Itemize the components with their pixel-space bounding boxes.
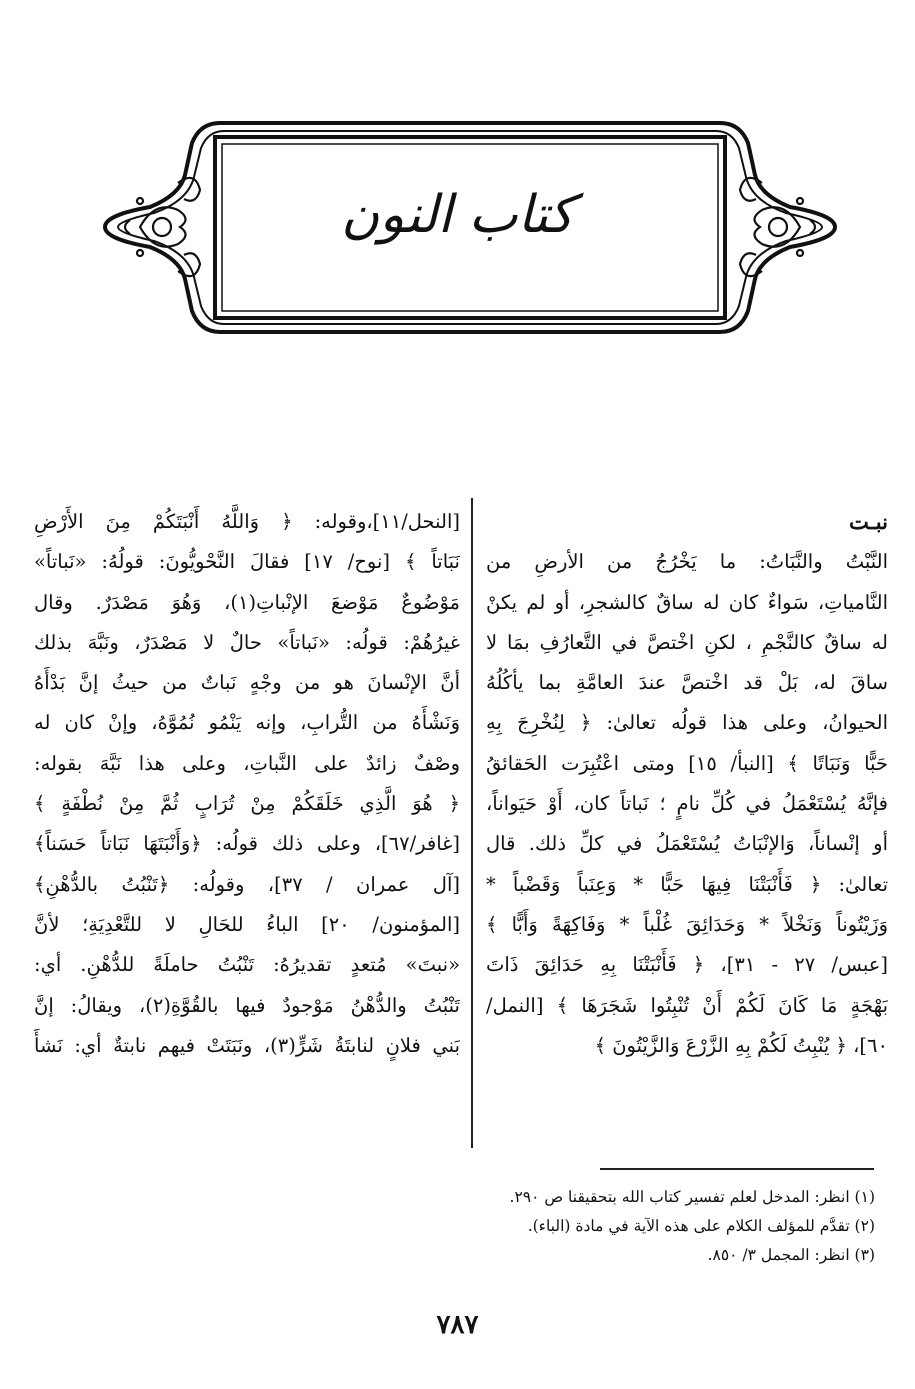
text-line: مَوْضُوعٌ مَوْضعَ الإنْباتِ(١)، وَهُوَ مَصْدَرٌ. وقال [34,590,460,614]
text-line: ساقَ له، بَلْ قد اخْتصَّ عندَ العامَّةِ بما يأكُلُهُ [486,671,888,695]
text-line: غيرُهُمْ: قولُه: «نَباتاً» حالٌ لا مَصْدَرٌ، ونَبَّهَ بذلك [34,630,460,654]
text-line: بَهْجَةٍ مَا كَانَ لَكُمْ أَنْ تُنْبِتُوا شَجَرَهَا ﴾ [النمل/ [486,993,888,1017]
footnote-rule [600,1168,874,1170]
page-number: ٧٨٧ [436,1310,479,1340]
text-line: الحيوانُ، وعلى هذا قولُه تعالىٰ: ﴿ لِنُخْرِجَ بِهِ [486,711,888,735]
text-line: أو إنْساناً، وَالإنْبَاتُ يُسْتَعْمَلُ في كلِّ ذلك. قال [486,832,888,856]
text-line: [عبس/ ٢٧ - ٣١]، ﴿ فَأَنْبَتْنَا بِهِ حَدَائِقَ ذَاتَ [486,953,888,977]
footnote: (١) انظر: المدخل لعلم تفسير كتاب الله بتحقيقنا ص ٢٩٠. [509,1188,875,1206]
text-line: ﴿ هُوَ الَّذِي خَلَقَكُمْ مِنْ تُرَابٍ ثُمَّ مِنْ نُطْفَةٍ ﴾ [34,792,460,816]
text-line: نَبَاتاً ﴾ [نوح/ ١٧] فقالَ النَّحْويُّونَ: قولُهُ: «نَباتاً» [34,550,460,574]
text-line: حَبًّا وَنَبَاتًا ﴾ [النبأ/ ١٥] ومتى اعْتُبِرَت الحَقائقُ [486,751,888,775]
text-line: «نبتَ» مُتعدٍ تقديرُهُ: تَنْبُتُ حاملَةً للدُّهْنِ. أي: [34,953,460,977]
text-line: تعالىٰ: ﴿ فَأَنْبَتْنَا فِيهَا حَبًّا * وَعِنَباً وَقَضْباً * [486,872,888,896]
text-line: فإنَّهُ يُسْتَعْمَلُ في كُلِّ نامٍ ؛ نَباتاً كان، أَوْ حَيَواناً، [486,792,888,816]
text-line: النَّامياتِ، سَواءٌ كان له ساقٌ كالشجرِ، أو لم يكنْ [486,590,888,614]
text-line: وَزَيْتُوناً وَنَخْلاً * وَحَدَائِقَ غُلْباً * وَفَاكِهَةً وَأَبًّا ﴾ [486,912,888,936]
column-divider [471,498,473,1148]
text-line: [النحل/١١]،وقوله: ﴿ وَاللَّهُ أَنْبَتَكُمْ مِنَ الأَرْضِ [34,510,460,533]
text-line: بَني فلانٍ لنابتَةُ شَرٍّ(٣)، ونَبَتَتْ فيهم نابتةٌ أي: نَشأَ [34,1033,460,1057]
text-line: أنَّ الإنْسانَ هو من وجْهٍ نَباتٌ من حيثُ إنَّ بَدْأَهُ [34,671,460,695]
text-line: النَّبْتُ والنَّبَاتُ: ما يَخْرُجُ من الأرضِ من [486,550,888,574]
footnote: (٣) انظر: المجمل ٣/ ٨٥٠. [707,1246,875,1264]
right-column [486,502,888,1142]
text-line: [آل عمران / ٣٧]، وقولُه: ﴿تَنْبُتُ بالدُّهْنِ﴾ [34,872,460,896]
text-line: [المؤمنون/ ٢٠] الباءُ للحَالِ لا للتَّعْدِيَةِ؛ لأنَّ [34,912,460,936]
text-line: وَنَشْأَهُ من التُّرابِ، وإنه يَنْمُو نُمُوَّهُ، وإنْ كان له [34,711,460,735]
text-line: وصْفٌ زائدٌ على النَّباتِ، وعلى هذا نَبَّهَ بقوله: [34,751,460,775]
entry-heading: نبـت [849,509,888,534]
text-line: ٦٠]، ﴿ يُنْبِتُ لَكُمْ بِهِ الزَّرْعَ وَالزَّيْتُونَ ﴾ [594,1033,888,1057]
left-column [34,502,460,1142]
text-line: [غافر/٦٧]، وعلى ذلك قولُه: ﴿وَأَنْبَتَهَا نَبَاتاً حَسَناً﴾ [34,832,460,856]
text-line: له ساقٌ كالنَّجْمِ ، لكنِ اخْتصَّ في التَّعارُفِ بمَا لا [486,630,888,654]
chapter-title: كتاب النون [341,185,574,245]
footnotes [400,1183,875,1270]
footnote: (٢) تقدَّم للمؤلف الكلام على هذه الآية في مادة (الباء). [527,1217,875,1235]
text-line: تَنْبُتُ والدُّهْنُ مَوْجودٌ فيها بالقُوَّةِ(٢)، ويقالُ: إنَّ [34,993,460,1017]
